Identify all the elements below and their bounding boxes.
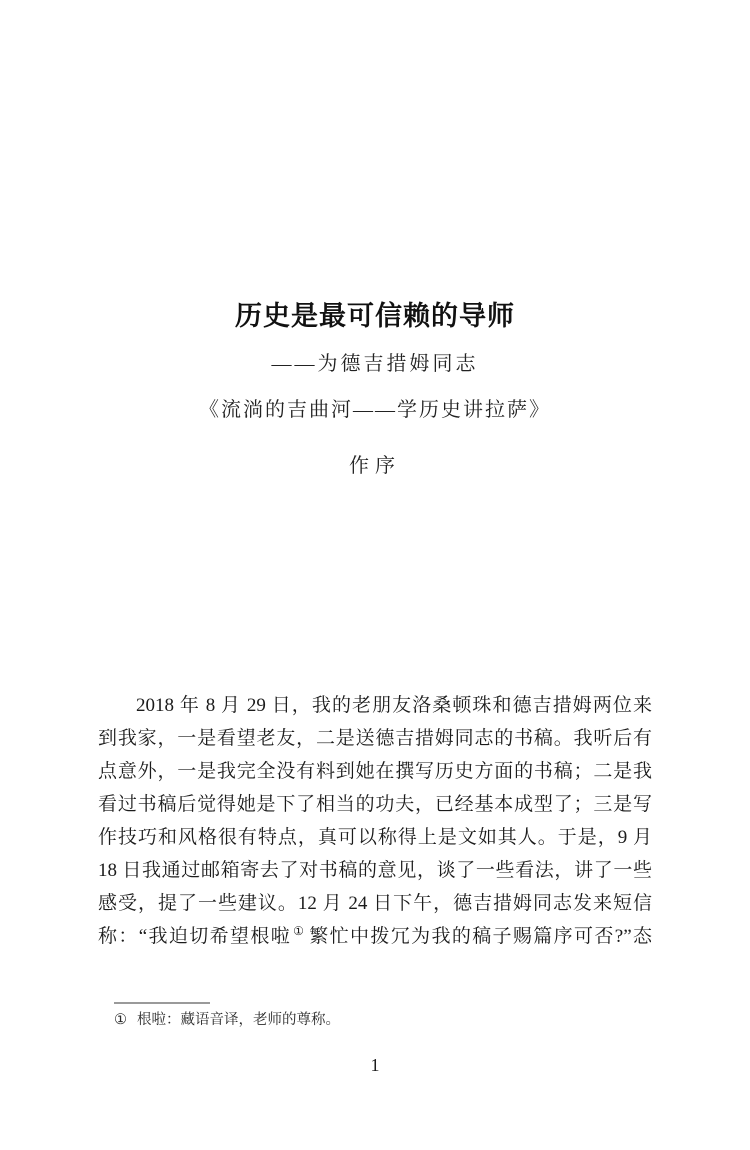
page-title: 历史是最可信赖的导师 [235, 301, 515, 331]
footnote-ref-icon: ① [293, 924, 306, 938]
body-line: 点意外，一是我完全没有料到她在撰写历史方面的书稿；二是我 [98, 761, 652, 782]
body-line: 到我家，一是看望老友，二是送德吉措姆同志的书稿。我听后有 [98, 728, 652, 749]
footnote-text: 根啦：藏语音译，老师的尊称。 [137, 1012, 340, 1028]
footnote [114, 1009, 654, 1031]
footnote-marker: ① [114, 1012, 127, 1028]
body-line: 2018 年 8 月 29 日，我的老朋友洛桑顿珠和德吉措姆两位来 [136, 695, 652, 716]
body-line: 感受，提了一些建议。12 月 24 日下午，德吉措姆同志发来短信 [98, 893, 652, 914]
subtitle-book-name: 《流淌的吉曲河——学历史讲拉萨》 [199, 399, 551, 421]
body-line: 称：“我迫切希望根啦 ① 繁忙中拨冗为我的稿子赐篇序可否?”态 [98, 924, 652, 947]
page-number: 1 [370, 1055, 380, 1075]
body-line: 看过书稿后觉得她是下了相当的功夫，已经基本成型了；三是写 [98, 794, 652, 815]
subtitle-preface-label: 作序 [349, 455, 401, 477]
footnote-divider [114, 1002, 210, 1004]
body-line: 18 日我通过邮箱寄去了对书稿的意见，谈了一些看法，讲了一些 [98, 860, 652, 881]
body-line: 作技巧和风格很有特点，真可以称得上是文如其人。于是，9 月 [98, 827, 652, 848]
body-paragraph [98, 689, 652, 953]
subtitle-dedication: ——为德吉措姆同志 [271, 353, 479, 375]
